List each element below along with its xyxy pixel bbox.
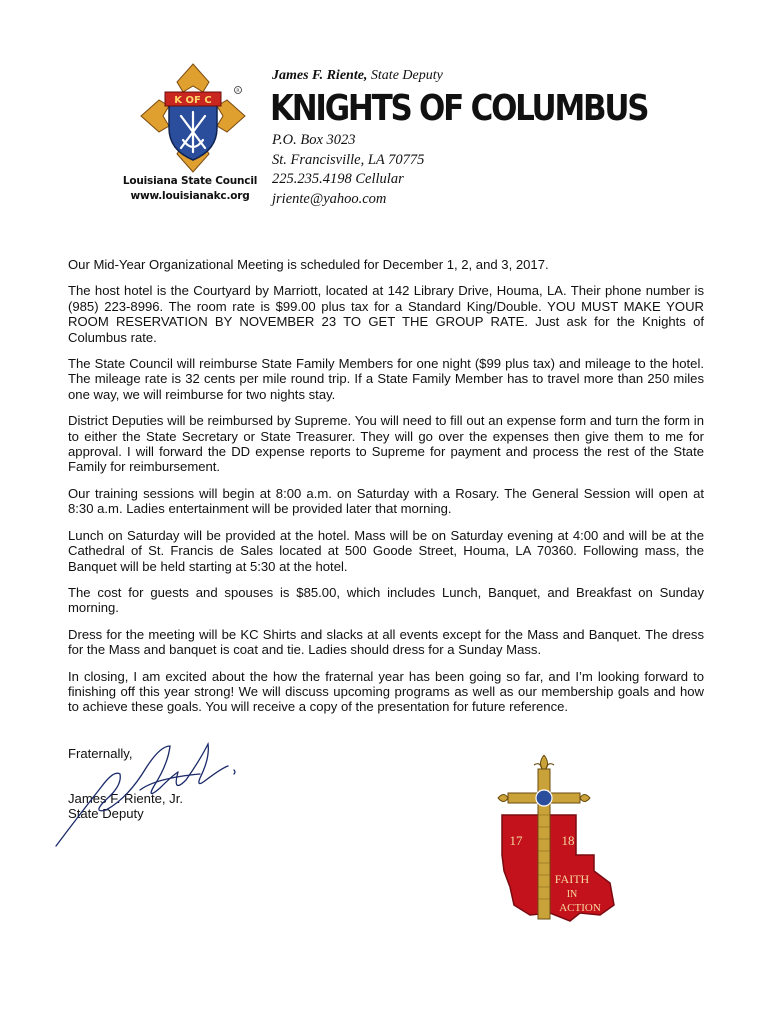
letter-body (68, 257, 704, 726)
paragraph: District Deputies will be reimbursed by Supreme. You will need to fill out an expense form and turn the form in to either the State Secretary or State Treasurer. They will go over the expenses then give them to me for approval. I will forward the DD expense reports to Supreme for payment and process the rest of the State Family for reimbursement. (68, 413, 704, 475)
svg-text:17: 17 (509, 833, 523, 848)
paragraph: Our training sessions will begin at 8:00 a.m. on Saturday with a Rosary. The General Session will open at 8:30 a.m. Ladies entertainment will be provided later that morning. (68, 485, 704, 517)
svg-text:K OF C: K OF C (174, 95, 212, 106)
deputy-header (272, 68, 443, 84)
org-name: KNIGHTS OF COLUMBUS (270, 88, 648, 129)
salutation: Fraternally, (68, 746, 133, 761)
council-website: www.louisianakc.org (130, 190, 250, 202)
paragraph: The State Council will reimburse State Family Members for one night ($99 plus tax) and mileage to the hotel. The mileage rate is 32 cents per mile round trip. If a State Family Member has to travel more than 250 miles one way, we will reimburse for two nights stay. (68, 356, 704, 402)
svg-text:ACTION: ACTION (559, 902, 601, 914)
faith-in-action-seal (480, 755, 620, 930)
signer-name: James F. Riente, Jr. (68, 791, 183, 806)
deputy-title: State Deputy (370, 68, 443, 83)
email: jriente@yahoo.com (272, 190, 387, 207)
paragraph: Dress for the meeting will be KC Shirts and slacks at all events except for the Mass and Banquet. The dress for the Mass and banquet is coat and tie. Ladies should dress for a Sunday Mass. (68, 626, 704, 658)
address-line-1: P.O. Box 3023 (272, 132, 356, 148)
paragraph: Lunch on Saturday will be provided at the hotel. Mass will be on Saturday evening at 4:00 and will be at the Cathedral of St. Francis de Sales located at 500 Goode Street, Houma, LA 70360. Following mass, the Banquet will be held starting at 5:30 at the hotel. (68, 527, 704, 574)
phone: 225.235.4198 Cellular (272, 171, 404, 187)
handwritten-signature (50, 734, 250, 852)
council-name: Louisiana State Council (122, 175, 258, 187)
signer-title: State Deputy (68, 806, 144, 822)
paragraph: The host hotel is the Courtyard by Marriott, located at 142 Library Drive, Houma, LA. Their phone number is (985) 223-8996. The room rate is $99.00 plus tax for a Standard King/Double. YOU MUST MAKE YOUR ROOM RESERVATION BY NOVEMBER 23 TO GET THE GROUP RATE. Just ask for the Knights of Columbus rate. (68, 283, 704, 345)
svg-text:18: 18 (561, 833, 575, 848)
council-name-block (100, 174, 280, 204)
paragraph: In closing, I am excited about the how the fraternal year has been going so far, and I’m looking forward to finishing off this year strong! We will discuss upcoming programs as well as our membership goals and how to achieve these goals. You will receive a copy of the presentation for future reference. (68, 668, 704, 715)
kofc-emblem (137, 60, 249, 178)
deputy-name: James F. Riente, (272, 68, 368, 83)
svg-text:IN: IN (566, 889, 578, 900)
svg-text:R: R (236, 89, 240, 94)
paragraph: The cost for guests and spouses is $85.00, which includes Lunch, Banquet, and Breakfast on Sunday morning. (68, 584, 704, 616)
address-block (272, 131, 424, 209)
svg-text:FAITH: FAITH (554, 872, 590, 886)
address-line-2: St. Francisville, LA 70775 (272, 151, 425, 168)
paragraph: Our Mid-Year Organizational Meeting is scheduled for December 1, 2, and 3, 2017. (68, 257, 549, 272)
